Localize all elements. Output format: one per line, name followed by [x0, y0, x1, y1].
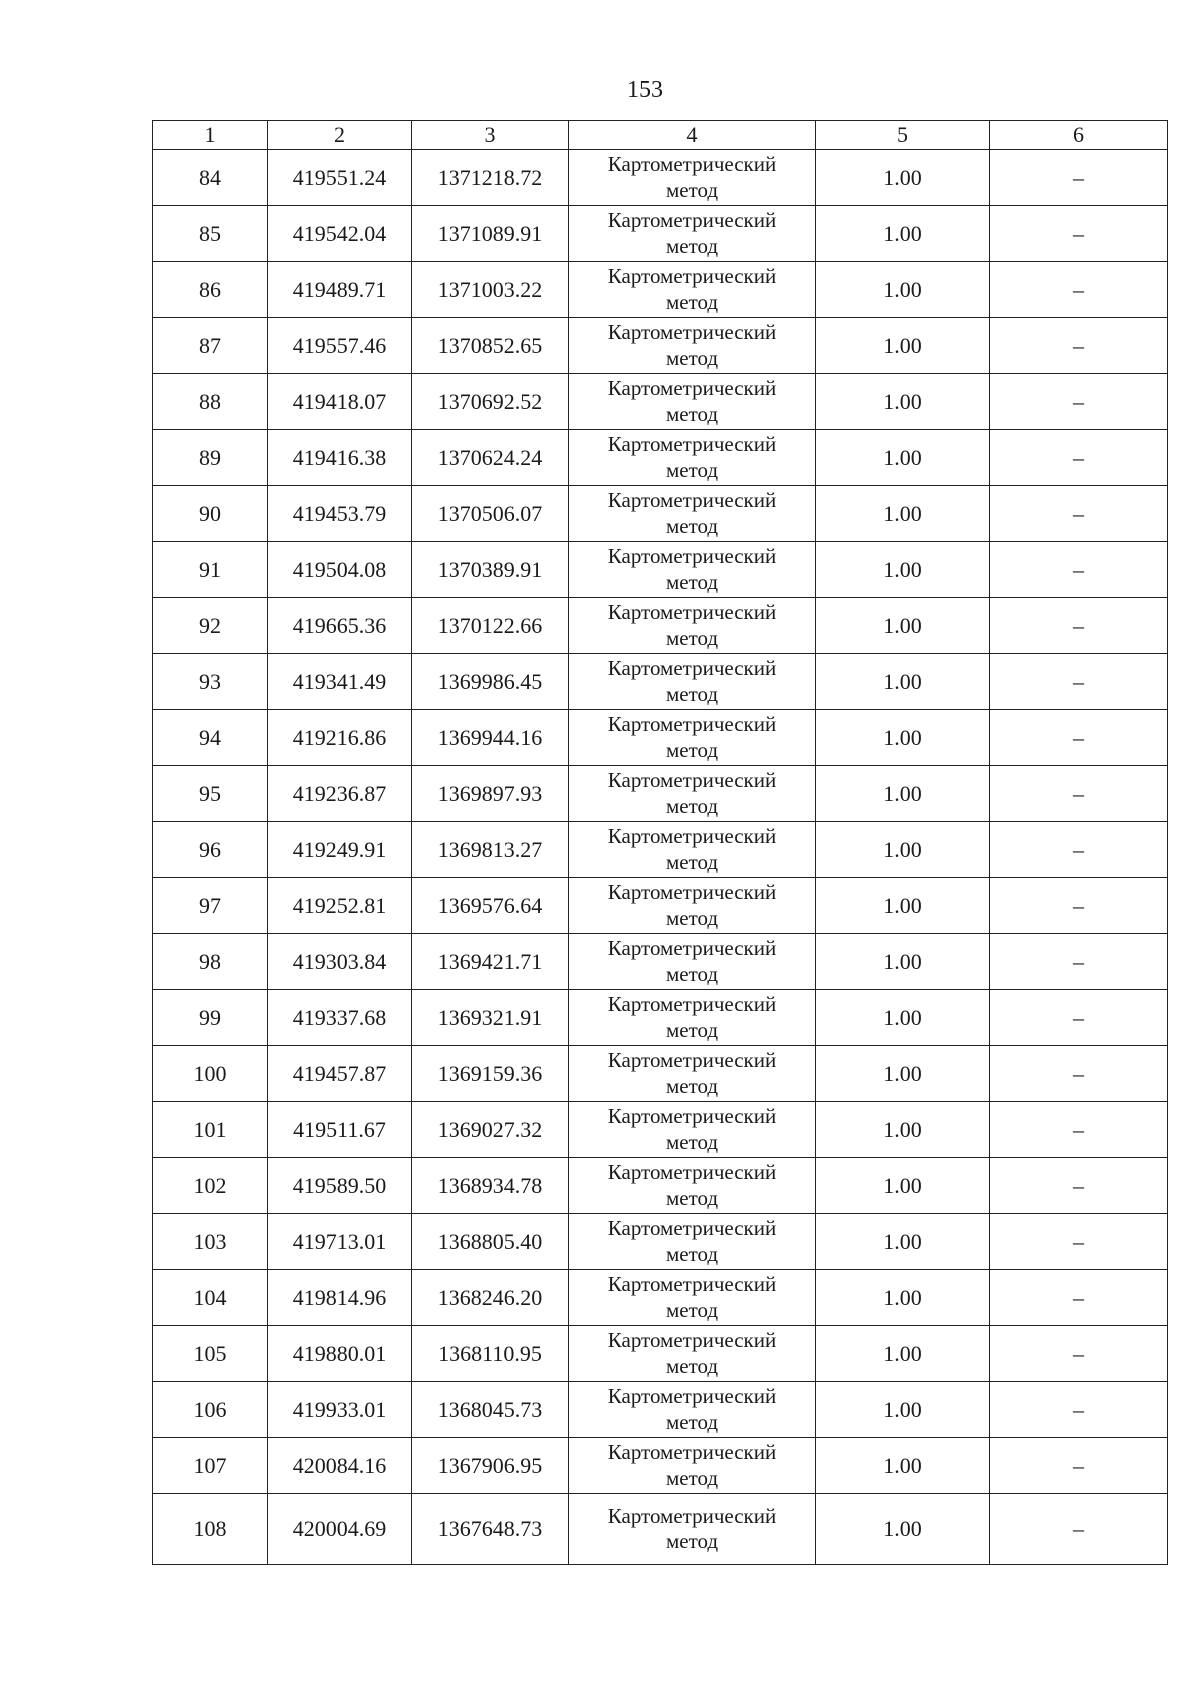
- y-coordinate-cell: 1368934.78: [412, 1158, 569, 1214]
- table-row: [153, 1214, 1168, 1270]
- method-cell: [569, 1494, 816, 1565]
- precision-cell: 1.00: [816, 1438, 990, 1494]
- method-cell: [569, 934, 816, 990]
- method-text-line: Картометрический: [607, 656, 777, 681]
- y-coordinate-cell: 1369897.93: [412, 766, 569, 822]
- note-cell: –: [990, 822, 1168, 878]
- note-cell: –: [990, 542, 1168, 598]
- note-cell: –: [990, 1158, 1168, 1214]
- point-number-cell: 92: [153, 598, 268, 654]
- y-coordinate-cell: 1368805.40: [412, 1214, 569, 1270]
- x-coordinate-cell: 419880.01: [268, 1326, 412, 1382]
- point-number-cell: 98: [153, 934, 268, 990]
- precision-cell: 1.00: [816, 822, 990, 878]
- precision-cell: 1.00: [816, 710, 990, 766]
- point-number-cell: 104: [153, 1270, 268, 1326]
- method-text-line: Картометрический: [607, 1048, 777, 1073]
- point-number-cell: 103: [153, 1214, 268, 1270]
- x-coordinate-cell: 419457.87: [268, 1046, 412, 1102]
- precision-cell: 1.00: [816, 990, 990, 1046]
- y-coordinate-cell: 1369159.36: [412, 1046, 569, 1102]
- method-text-line: метод: [665, 289, 719, 314]
- precision-cell: 1.00: [816, 430, 990, 486]
- column-header-6: 6: [990, 121, 1168, 150]
- method-text-line: метод: [665, 793, 719, 818]
- method-text-line: метод: [665, 1185, 719, 1210]
- x-coordinate-cell: 419303.84: [268, 934, 412, 990]
- y-coordinate-cell: 1371003.22: [412, 262, 569, 318]
- method-text-line: метод: [665, 737, 719, 762]
- point-number-cell: 105: [153, 1326, 268, 1382]
- precision-cell: 1.00: [816, 766, 990, 822]
- note-cell: –: [990, 1214, 1168, 1270]
- point-number-cell: 87: [153, 318, 268, 374]
- method-text-line: метод: [665, 681, 719, 706]
- method-text-line: метод: [665, 345, 719, 370]
- table-row: [153, 934, 1168, 990]
- method-cell: [569, 1102, 816, 1158]
- x-coordinate-cell: 419713.01: [268, 1214, 412, 1270]
- y-coordinate-cell: 1369944.16: [412, 710, 569, 766]
- table-row: [153, 1102, 1168, 1158]
- method-text-line: метод: [665, 233, 719, 258]
- y-coordinate-cell: 1368246.20: [412, 1270, 569, 1326]
- point-number-cell: 101: [153, 1102, 268, 1158]
- method-text-line: метод: [665, 1353, 719, 1378]
- x-coordinate-cell: 419551.24: [268, 150, 412, 206]
- method-cell: [569, 710, 816, 766]
- precision-cell: 1.00: [816, 1046, 990, 1102]
- table-row: [153, 374, 1168, 430]
- method-text-line: Картометрический: [607, 264, 777, 289]
- table-row: [153, 710, 1168, 766]
- column-header-2: 2: [268, 121, 412, 150]
- precision-cell: 1.00: [816, 374, 990, 430]
- x-coordinate-cell: 420004.69: [268, 1494, 412, 1565]
- method-text-line: Картометрический: [607, 1160, 777, 1185]
- method-cell: [569, 1046, 816, 1102]
- point-number-cell: 85: [153, 206, 268, 262]
- y-coordinate-cell: 1369986.45: [412, 654, 569, 710]
- page-number: 153: [627, 77, 663, 103]
- method-cell: [569, 1214, 816, 1270]
- note-cell: –: [990, 150, 1168, 206]
- note-cell: –: [990, 1382, 1168, 1438]
- method-cell: [569, 654, 816, 710]
- method-text-line: Картометрический: [607, 936, 777, 961]
- note-cell: –: [990, 1102, 1168, 1158]
- precision-cell: 1.00: [816, 1382, 990, 1438]
- table-row: [153, 318, 1168, 374]
- y-coordinate-cell: 1370389.91: [412, 542, 569, 598]
- method-text-line: Картометрический: [607, 544, 777, 569]
- point-number-cell: 108: [153, 1494, 268, 1565]
- precision-cell: 1.00: [816, 318, 990, 374]
- y-coordinate-cell: 1368110.95: [412, 1326, 569, 1382]
- method-cell: [569, 822, 816, 878]
- y-coordinate-cell: 1369321.91: [412, 990, 569, 1046]
- method-text-line: метод: [665, 401, 719, 426]
- method-text-line: Картометрический: [607, 432, 777, 457]
- column-header-3: 3: [412, 121, 569, 150]
- point-number-cell: 96: [153, 822, 268, 878]
- point-number-cell: 99: [153, 990, 268, 1046]
- method-cell: [569, 430, 816, 486]
- x-coordinate-cell: 419814.96: [268, 1270, 412, 1326]
- table-row: [153, 1494, 1168, 1565]
- y-coordinate-cell: 1368045.73: [412, 1382, 569, 1438]
- method-text-line: метод: [665, 625, 719, 650]
- method-text-line: Картометрический: [607, 712, 777, 737]
- note-cell: –: [990, 206, 1168, 262]
- method-text-line: Картометрический: [607, 376, 777, 401]
- y-coordinate-cell: 1370852.65: [412, 318, 569, 374]
- method-text-line: метод: [665, 569, 719, 594]
- method-cell: [569, 542, 816, 598]
- method-text-line: Картометрический: [607, 1503, 777, 1528]
- method-cell: [569, 878, 816, 934]
- precision-cell: 1.00: [816, 1270, 990, 1326]
- precision-cell: 1.00: [816, 1326, 990, 1382]
- y-coordinate-cell: 1367648.73: [412, 1494, 569, 1565]
- note-cell: –: [990, 654, 1168, 710]
- method-text-line: Картометрический: [607, 152, 777, 177]
- method-text-line: Картометрический: [607, 600, 777, 625]
- table-header-row: [153, 121, 1168, 150]
- method-cell: [569, 150, 816, 206]
- point-number-cell: 89: [153, 430, 268, 486]
- method-text-line: метод: [665, 457, 719, 482]
- note-cell: –: [990, 878, 1168, 934]
- note-cell: –: [990, 1438, 1168, 1494]
- table-row: [153, 1046, 1168, 1102]
- column-header-1: 1: [153, 121, 268, 150]
- y-coordinate-cell: 1371089.91: [412, 206, 569, 262]
- x-coordinate-cell: 419236.87: [268, 766, 412, 822]
- point-number-cell: 86: [153, 262, 268, 318]
- note-cell: –: [990, 1326, 1168, 1382]
- precision-cell: 1.00: [816, 654, 990, 710]
- precision-cell: 1.00: [816, 598, 990, 654]
- method-cell: [569, 990, 816, 1046]
- method-cell: [569, 486, 816, 542]
- method-text-line: Картометрический: [607, 768, 777, 793]
- x-coordinate-cell: 419337.68: [268, 990, 412, 1046]
- x-coordinate-cell: 419341.49: [268, 654, 412, 710]
- table-row: [153, 598, 1168, 654]
- x-coordinate-cell: 419504.08: [268, 542, 412, 598]
- method-cell: [569, 262, 816, 318]
- point-number-cell: 95: [153, 766, 268, 822]
- table-row: [153, 878, 1168, 934]
- point-number-cell: 107: [153, 1438, 268, 1494]
- y-coordinate-cell: 1370122.66: [412, 598, 569, 654]
- note-cell: –: [990, 710, 1168, 766]
- table-row: [153, 430, 1168, 486]
- method-text-line: Картометрический: [607, 1216, 777, 1241]
- note-cell: –: [990, 1494, 1168, 1565]
- method-cell: [569, 1158, 816, 1214]
- column-header-4: 4: [569, 121, 816, 150]
- table-row: [153, 1158, 1168, 1214]
- method-text-line: Картометрический: [607, 992, 777, 1017]
- method-cell: [569, 374, 816, 430]
- table-row: [153, 654, 1168, 710]
- table-row: [153, 206, 1168, 262]
- coordinates-table: [152, 120, 1168, 1565]
- x-coordinate-cell: 419252.81: [268, 878, 412, 934]
- precision-cell: 1.00: [816, 150, 990, 206]
- note-cell: –: [990, 1270, 1168, 1326]
- method-cell: [569, 1270, 816, 1326]
- method-text-line: метод: [665, 513, 719, 538]
- table-body: [153, 150, 1168, 1565]
- y-coordinate-cell: 1371218.72: [412, 150, 569, 206]
- table-row: [153, 1270, 1168, 1326]
- note-cell: –: [990, 486, 1168, 542]
- y-coordinate-cell: 1369027.32: [412, 1102, 569, 1158]
- table-row: [153, 1438, 1168, 1494]
- note-cell: –: [990, 934, 1168, 990]
- table-row: [153, 766, 1168, 822]
- x-coordinate-cell: 419418.07: [268, 374, 412, 430]
- point-number-cell: 90: [153, 486, 268, 542]
- precision-cell: 1.00: [816, 878, 990, 934]
- precision-cell: 1.00: [816, 262, 990, 318]
- method-text-line: метод: [665, 849, 719, 874]
- x-coordinate-cell: 419665.36: [268, 598, 412, 654]
- precision-cell: 1.00: [816, 542, 990, 598]
- method-text-line: Картометрический: [607, 1440, 777, 1465]
- table-row: [153, 262, 1168, 318]
- precision-cell: 1.00: [816, 1494, 990, 1565]
- table-row: [153, 150, 1168, 206]
- table-row: [153, 1326, 1168, 1382]
- note-cell: –: [990, 318, 1168, 374]
- point-number-cell: 100: [153, 1046, 268, 1102]
- x-coordinate-cell: 419453.79: [268, 486, 412, 542]
- point-number-cell: 102: [153, 1158, 268, 1214]
- point-number-cell: 91: [153, 542, 268, 598]
- y-coordinate-cell: 1369421.71: [412, 934, 569, 990]
- column-header-5: 5: [816, 121, 990, 150]
- note-cell: –: [990, 1046, 1168, 1102]
- method-cell: [569, 598, 816, 654]
- method-text-line: метод: [665, 1129, 719, 1154]
- precision-cell: 1.00: [816, 1214, 990, 1270]
- note-cell: –: [990, 990, 1168, 1046]
- x-coordinate-cell: 420084.16: [268, 1438, 412, 1494]
- y-coordinate-cell: 1369576.64: [412, 878, 569, 934]
- method-text-line: метод: [665, 1017, 719, 1042]
- method-text-line: Картометрический: [607, 1104, 777, 1129]
- y-coordinate-cell: 1369813.27: [412, 822, 569, 878]
- method-text-line: метод: [665, 905, 719, 930]
- y-coordinate-cell: 1370692.52: [412, 374, 569, 430]
- method-text-line: метод: [665, 1409, 719, 1434]
- method-cell: [569, 1382, 816, 1438]
- point-number-cell: 93: [153, 654, 268, 710]
- y-coordinate-cell: 1367906.95: [412, 1438, 569, 1494]
- point-number-cell: 84: [153, 150, 268, 206]
- x-coordinate-cell: 419416.38: [268, 430, 412, 486]
- point-number-cell: 97: [153, 878, 268, 934]
- method-text-line: метод: [665, 1241, 719, 1266]
- method-text-line: Картометрический: [607, 880, 777, 905]
- precision-cell: 1.00: [816, 934, 990, 990]
- method-text-line: Картометрический: [607, 208, 777, 233]
- x-coordinate-cell: 419542.04: [268, 206, 412, 262]
- note-cell: –: [990, 430, 1168, 486]
- y-coordinate-cell: 1370624.24: [412, 430, 569, 486]
- method-text-line: Картометрический: [607, 1328, 777, 1353]
- x-coordinate-cell: 419511.67: [268, 1102, 412, 1158]
- method-text-line: Картометрический: [607, 1384, 777, 1409]
- table-row: [153, 542, 1168, 598]
- method-cell: [569, 318, 816, 374]
- precision-cell: 1.00: [816, 1158, 990, 1214]
- method-cell: [569, 206, 816, 262]
- precision-cell: 1.00: [816, 206, 990, 262]
- method-cell: [569, 1326, 816, 1382]
- table-row: [153, 990, 1168, 1046]
- point-number-cell: 106: [153, 1382, 268, 1438]
- x-coordinate-cell: 419557.46: [268, 318, 412, 374]
- method-text-line: Картометрический: [607, 320, 777, 345]
- point-number-cell: 88: [153, 374, 268, 430]
- method-text-line: метод: [665, 1073, 719, 1098]
- note-cell: –: [990, 262, 1168, 318]
- method-cell: [569, 1438, 816, 1494]
- note-cell: –: [990, 766, 1168, 822]
- x-coordinate-cell: 419933.01: [268, 1382, 412, 1438]
- method-text-line: метод: [665, 1297, 719, 1322]
- method-text-line: Картометрический: [607, 1272, 777, 1297]
- method-text-line: метод: [665, 961, 719, 986]
- method-text-line: Картометрический: [607, 824, 777, 849]
- table-row: [153, 1382, 1168, 1438]
- precision-cell: 1.00: [816, 486, 990, 542]
- method-text-line: метод: [665, 1465, 719, 1490]
- note-cell: –: [990, 598, 1168, 654]
- method-text-line: Картометрический: [607, 488, 777, 513]
- point-number-cell: 94: [153, 710, 268, 766]
- method-text-line: метод: [665, 1529, 719, 1553]
- method-text-line: метод: [665, 177, 719, 202]
- x-coordinate-cell: 419249.91: [268, 822, 412, 878]
- precision-cell: 1.00: [816, 1102, 990, 1158]
- y-coordinate-cell: 1370506.07: [412, 486, 569, 542]
- table-row: [153, 486, 1168, 542]
- x-coordinate-cell: 419216.86: [268, 710, 412, 766]
- x-coordinate-cell: 419489.71: [268, 262, 412, 318]
- table-row: [153, 822, 1168, 878]
- x-coordinate-cell: 419589.50: [268, 1158, 412, 1214]
- method-cell: [569, 766, 816, 822]
- note-cell: –: [990, 374, 1168, 430]
